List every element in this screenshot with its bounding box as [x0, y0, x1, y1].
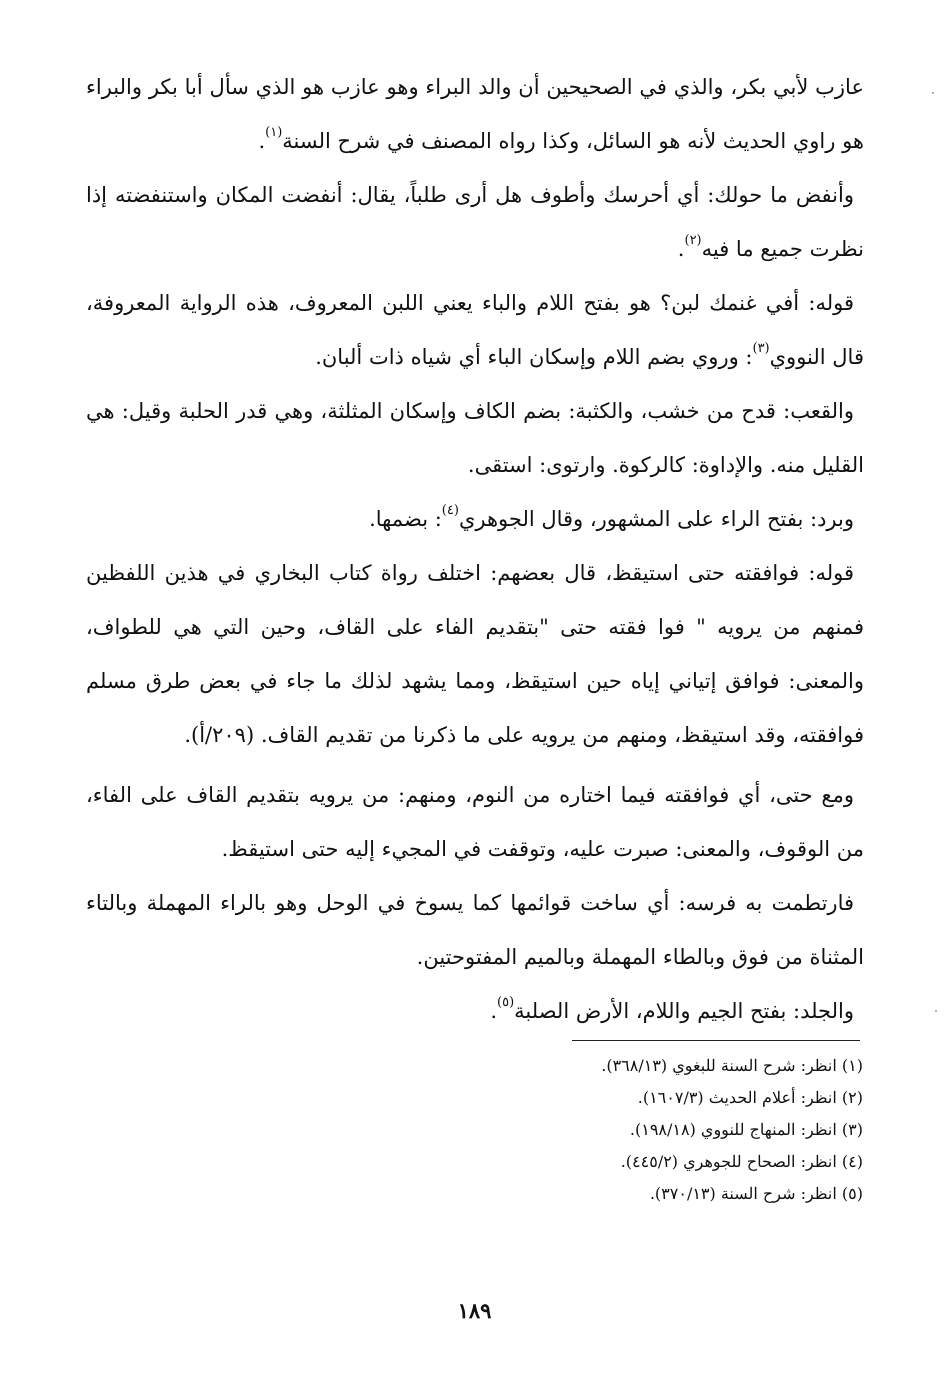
- footnote-5: (٥) انظر: شرح السنة (٣٧٠/١٣).: [649, 1184, 863, 1203]
- paragraph-9: والجلد: بفتح الجيم واللام، الأرض الصلبة$^{(٥)}$.: [490, 995, 854, 1023]
- footnotes: [363, 1050, 863, 1210]
- paragraph-2: وأنفض ما حولك: أي أحرسك وأطوف هل أرى طلباً، يقال: أنفضت المكان واستنفضته إذا نظرت جميع ما فيه$^{(٢)}$.: [86, 183, 864, 261]
- footnote-marker-4: (٤): [441, 503, 459, 518]
- footnote-3: (٣) انظر: المنهاج للنووي (١٩٨/١٨).: [629, 1120, 863, 1139]
- scan-speck: [932, 92, 934, 94]
- footnote-marker-3: (٣): [752, 341, 770, 356]
- footnote-marker-1: (١): [265, 125, 283, 140]
- paragraph-1: عازب لأبي بكر، والذي في الصحيحين أن والد البراء وهو عازب هو الذي سأل أبا بكر والبراء هو راوي الحديث لأنه هو السائل، وكذا رواه المصنف في شرح السنة$^{(١)}$.: [86, 75, 864, 153]
- paragraph-8: فارتطمت به فرسه: أي ساخت قوائمها كما يسوخ في الوحل وهو بالراء المهملة وبالتاء المثناة من فوق وبالطاء المهملة وبالميم المفتوحتين.: [86, 891, 864, 969]
- footnote-marker-2: (٢): [684, 233, 702, 248]
- footnote-4: (٤) انظر: الصحاح للجوهري (٤٤٥/٢).: [620, 1152, 863, 1171]
- paragraph-7: ومع حتى، أي فوافقته فيما اختاره من النوم، ومنهم: من يرويه بتقديم القاف على الفاء، من الوقوف، والمعنى: صبرت عليه، وتوقفت في المجيء إليه حتى استيقظ.: [86, 783, 864, 861]
- footnote-1: (١) انظر: شرح السنة للبغوي (٣٦٨/١٣).: [601, 1056, 863, 1075]
- paragraph-3: قوله: أفي غنمك لبن؟ هو بفتح اللام والباء يعني اللبن المعروف، هذه الرواية المعروفة، قال النووي$^{(٣)}$: وروي بضم اللام وإسكان الباء أي شياه ذات ألبان.: [86, 291, 864, 369]
- main-text: [86, 60, 864, 1038]
- paragraph-5: وبرد: بفتح الراء على المشهور، وقال الجوهري$^{(٤)}$: بضمها.: [369, 503, 854, 531]
- paragraph-6: قوله: فوافقته حتى استيقظ، قال بعضهم: اختلف رواة كتاب البخاري في هذين اللفظين فمنهم من يرويه " فوا فقته حتى "بتقديم الفاء على القاف، وحين التي هي للطواف، والمعنى: فوافق إتياني إياه حين استيقظ، ومما يشهد لذلك ما جاء في بعض طرق مسلم فوافقته، وقد استيقظ، ومنهم من يرويه على ما ذكرنا من تقديم القاف. (٢٠٩/أ).: [86, 561, 864, 747]
- footnote-2: (٢) انظر: أعلام الحديث (١٦٠٧/٣).: [637, 1088, 863, 1107]
- paragraph-4: والقعب: قدح من خشب، والكثبة: بضم الكاف وإسكان المثلثة، وهي قدر الحلبة وقيل: هي القليل منه. والإداوة: كالركوة. وارتوى: استقى.: [86, 399, 864, 477]
- footnote-separator: [572, 1040, 860, 1041]
- footnote-marker-5: (٥): [497, 995, 515, 1010]
- scan-speck: [935, 1010, 937, 1012]
- page-number: ١٨٩: [457, 1298, 492, 1323]
